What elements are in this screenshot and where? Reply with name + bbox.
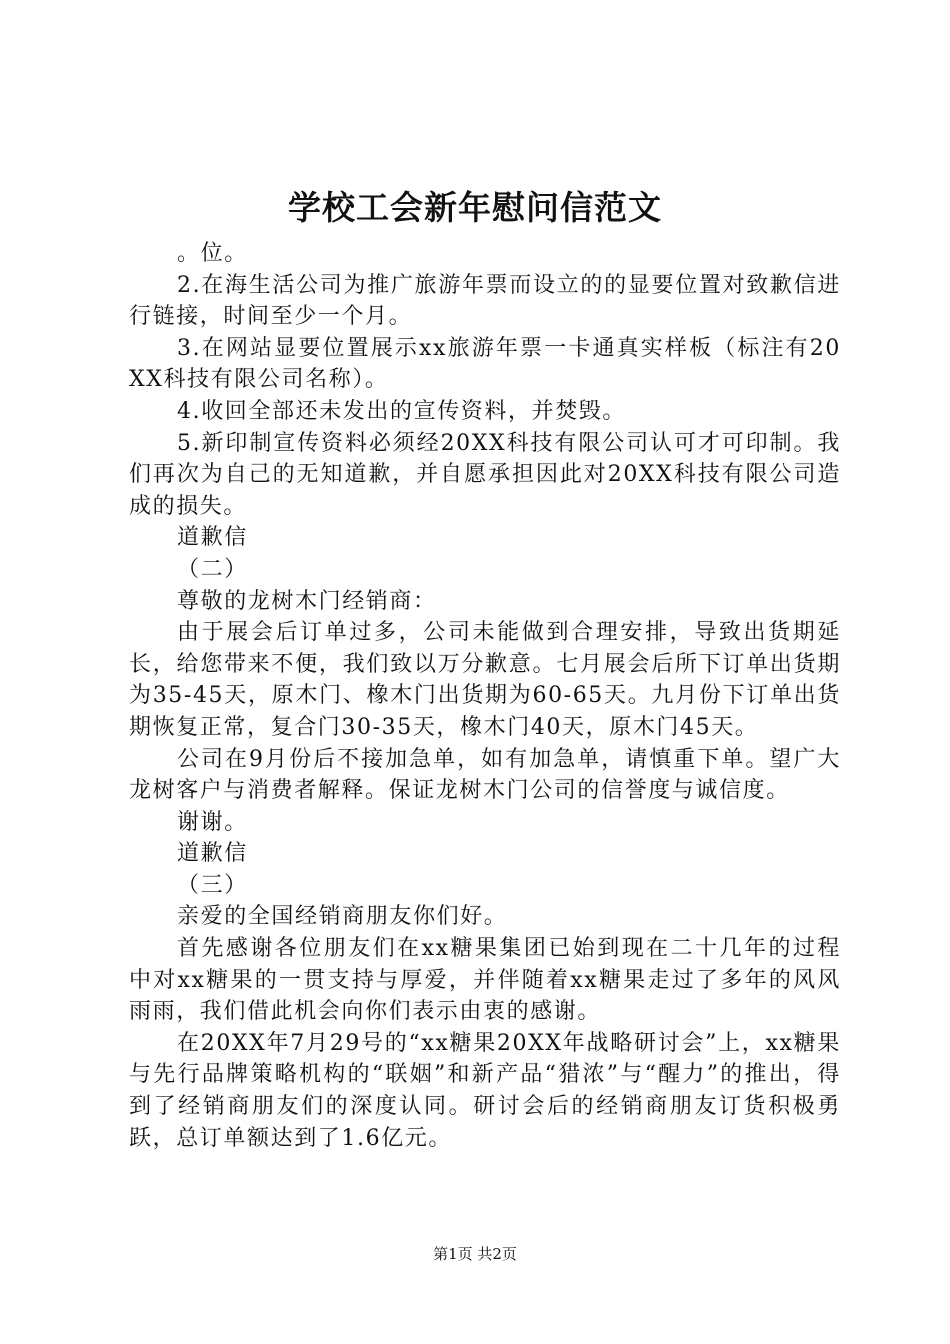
document-body — [129, 238, 841, 1154]
section-heading: 道歉信 — [177, 841, 248, 867]
paragraph: 4.收回全部还未发出的宣传资料，并焚毁。 — [177, 398, 626, 424]
closing: 谢谢。 — [177, 809, 248, 835]
document-title: 学校工会新年慰问信范文 — [288, 188, 662, 227]
paragraph: 在20XX年7月29号的“xx糖果20XX年战略研讨会”上，xx糖果与先行品牌策略机构的“联姻”和新产品“猎浓”与“醒力”的推出，得到了经销商朋友们的深度认同。研讨会后的经销商朋友订货积极勇跃，总订单额达到了1.6亿元。 — [129, 1030, 841, 1151]
paragraph: 3.在网站显要位置展示xx旅游年票一卡通真实样板（标注有20XX科技有限公司名称）。 — [129, 335, 841, 393]
paragraph: 首先感谢各位朋友们在xx糖果集团已始到现在二十几年的过程中对xx糖果的一贯支持与厚爱，并伴随着xx糖果走过了多年的风风雨雨，我们借此机会向你们表示由衷的感谢。 — [129, 936, 841, 1025]
section-heading: 道歉信 — [177, 525, 248, 551]
paragraph: 5.新印制宣传资料必须经20XX科技有限公司认可才可印制。我们再次为自己的无知道歉，并自愿承担因此对20XX科技有限公司造成的损失。 — [129, 430, 841, 519]
paragraph: 2.在海生活公司为推广旅游年票而设立的的显要位置对致歉信进行链接，时间至少一个月。 — [129, 272, 841, 330]
paragraph: 公司在9月份后不接加急单，如有加急单，请慎重下单。望广大龙树客户与消费者解释。保证龙树木门公司的信誉度与诚信度。 — [129, 746, 841, 804]
salutation: 尊敬的龙树木门经销商： — [177, 588, 437, 614]
section-number: （三） — [177, 872, 248, 898]
section-number: （二） — [177, 556, 248, 582]
paragraph: 由于展会后订单过多，公司未能做到合理安排，导致出货期延长，给您带来不便，我们致以万分歉意。七月展会后所下订单出货期为35-45天，原木门、橡木门出货期为60-65天。九月份下订单出货期恢复正常，复合门30-35天，橡木门40天，原木门45天。 — [129, 620, 841, 740]
salutation: 亲爱的全国经销商朋友你们好。 — [177, 904, 508, 930]
page-footer: 第1页 共2页 — [433, 1245, 517, 1263]
paragraph: 。位。 — [177, 241, 248, 266]
